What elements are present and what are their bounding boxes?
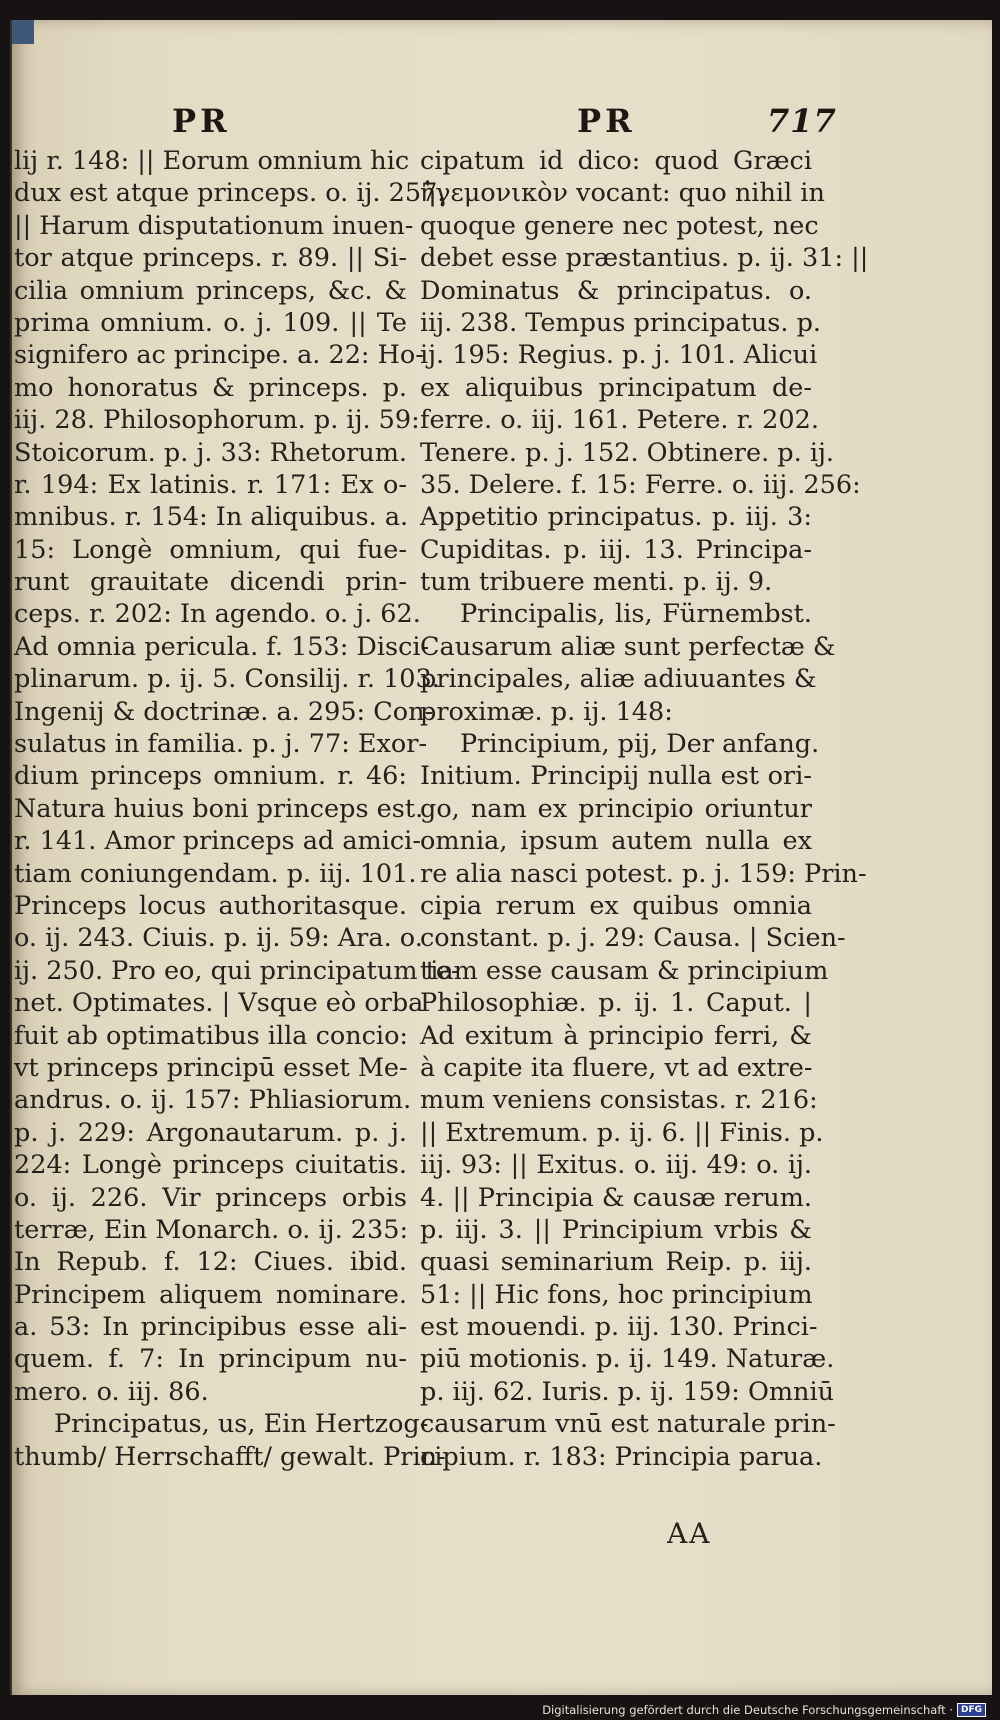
text-line: ex aliquibus principatum de-	[420, 372, 812, 403]
text-line: 224: Longè princeps ciuitatis.	[14, 1150, 407, 1181]
text-line: re alia nasci potest. p. j. 159: Prin-	[420, 858, 867, 889]
text-line: debet esse præstantius. p. ij. 31: ||	[420, 243, 869, 274]
text-line: iij. 238. Tempus principatus. p.	[420, 307, 822, 338]
text-line: iij. 28. Philosophorum. p. ij. 59:	[14, 405, 420, 436]
text-line: iij. 93: || Exitus. o. iij. 49: o. ij.	[420, 1150, 812, 1181]
text-line: sulatus in familia. p. j. 77: Exor-	[14, 729, 428, 760]
running-header-left: PR	[172, 102, 231, 140]
text-line: thumb/ Herrschafft/ gewalt. Prin-	[14, 1441, 446, 1472]
text-line: signifero ac principe. a. 22: Ho-	[14, 340, 424, 371]
text-line: cipatum id dico: quod Græci	[420, 146, 812, 176]
text-line: p. j. 229: Argonautarum. p. j.	[14, 1117, 407, 1148]
text-line: || Harum disputationum inuen-	[14, 210, 414, 241]
text-line: terræ, Ein Monarch. o. ij. 235:	[14, 1214, 409, 1245]
text-line: lij r. 148: || Eorum omnium hic	[14, 146, 410, 176]
text-line: piū motionis. p. ij. 149. Naturæ.	[420, 1344, 835, 1375]
text-line: Philosophiæ. p. ij. 1. Caput. |	[420, 988, 812, 1019]
text-line: mum veniens consistas. r. 216:	[420, 1085, 818, 1116]
text-line: runt grauitate dicendi prin-	[14, 567, 407, 598]
text-line: Cupiditas. p. iij. 13. Principa-	[420, 534, 812, 565]
text-line: principales, aliæ adiuuantes &	[420, 664, 817, 695]
text-line: mnibus. r. 154: In aliquibus. a.	[14, 502, 409, 533]
text-line: || Extremum. p. ij. 6. || Finis. p.	[420, 1117, 824, 1148]
text-line: quasi seminarium Reip. p. iij.	[420, 1247, 812, 1278]
text-line: r. 194: Ex latinis. r. 171: Ex o-	[14, 469, 407, 500]
text-line: ferre. o. iij. 161. Petere. r. 202.	[420, 405, 819, 436]
text-line: plinarum. p. ij. 5. Consilij. r. 103.	[14, 664, 440, 695]
digitization-footer	[542, 1702, 986, 1718]
text-line: Principalis, lis, Fürnembst.	[460, 599, 812, 630]
text-line: Princeps locus authoritasque.	[14, 890, 407, 921]
text-line: dium princeps omnium. r. 46:	[14, 761, 407, 792]
text-line: cipium. r. 183: Principia parua.	[420, 1441, 823, 1472]
text-line: Tenere. p. j. 152. Obtinere. p. ij.	[420, 437, 835, 468]
text-line: 35. Delere. f. 15: Ferre. o. iij. 256:	[420, 469, 861, 500]
right-column	[420, 145, 869, 1473]
text-line: 51: || Hic fons, hoc principium	[420, 1279, 813, 1310]
text-line: prima omnium. o. j. 109. || Te	[14, 307, 407, 338]
text-line: Ad omnia pericula. f. 153: Disci-	[14, 631, 430, 662]
text-line: fuit ab optimatibus illa concio:	[14, 1020, 409, 1051]
text-line: 15: Longè omnium, qui fue-	[14, 534, 407, 565]
text-line: r. 141. Amor princeps ad amici-	[14, 826, 421, 857]
left-column	[14, 145, 460, 1473]
book-page	[10, 20, 992, 1695]
text-line: Natura huius boni princeps est.	[14, 793, 424, 824]
text-line: 4. || Principia & causæ rerum.	[420, 1182, 812, 1213]
running-header-middle: PR	[577, 102, 636, 140]
catchword: AA	[667, 1517, 712, 1550]
text-line: p. iij. 62. Iuris. p. ij. 159: Omniū	[420, 1376, 835, 1407]
text-line: go, nam ex principio oriuntur	[420, 793, 812, 824]
text-line: causarum vnū est naturale prin-	[420, 1409, 836, 1440]
text-line: Stoicorum. p. j. 33: Rhetorum.	[14, 437, 407, 468]
text-line: net. Optimates. | Vsque eò orba	[14, 988, 424, 1019]
text-line: andrus. o. ij. 157: Phliasiorum.	[14, 1085, 412, 1116]
text-line: ij. 195: Regius. p. j. 101. Alicui	[420, 340, 818, 371]
text-line: constant. p. j. 29: Causa. | Scien-	[420, 923, 846, 954]
text-line: mo honoratus & princeps. p.	[14, 372, 407, 403]
text-line: tor atque princeps. r. 89. || Si-	[14, 243, 407, 274]
text-line: Principatus, us, Ein Hertzog-	[54, 1409, 429, 1440]
text-line: dux est atque princeps. o. ij. 257.	[14, 178, 446, 209]
text-line: tiam esse causam & principium	[420, 955, 829, 986]
dfg-logo: DFG	[957, 1703, 986, 1717]
text-line: est mouendi. p. iij. 130. Princi-	[420, 1312, 818, 1343]
text-line: tum tribuere menti. p. ij. 9.	[420, 567, 773, 598]
text-line: tiam coniungendam. p. iij. 101.	[14, 858, 417, 889]
text-line: In Repub. f. 12: Ciues. ibid.	[14, 1247, 407, 1278]
text-line: Principem aliquem nominare.	[14, 1279, 407, 1310]
page-number: 717	[767, 102, 837, 140]
text-line: ceps. r. 202: In agendo. o. j. 62.	[14, 599, 421, 630]
text-line: Ingenij & doctrinæ. a. 295: Con-	[14, 696, 434, 727]
text-line: cilia omnium princeps, &c. &	[14, 275, 407, 306]
text-line: quoque genere nec potest, nec	[420, 210, 819, 241]
text-line: Initium. Principij nulla est ori-	[420, 761, 812, 792]
text-line: quem. f. 7: In principum nu-	[14, 1344, 407, 1375]
text-line: à capite ita fluere, vt ad extre-	[420, 1052, 813, 1083]
text-line: Dominatus & principatus. o.	[420, 275, 812, 306]
footer-text: Digitalisierung gefördert durch die Deutsche Forschungsgemeinschaft ·	[542, 1703, 953, 1717]
text-line: proximæ. p. ij. 148:	[420, 696, 673, 727]
text-line: o. ij. 243. Ciuis. p. ij. 59: Ara. o.	[14, 923, 423, 954]
text-line: ij. 250. Pro eo, qui principatum te-	[14, 955, 460, 986]
page-corner-mark	[12, 20, 34, 44]
text-line: Principium, pij, Der anfang.	[460, 729, 820, 760]
text-line: mero. o. iij. 86.	[14, 1376, 209, 1407]
text-line: a. 53: In principibus esse ali-	[14, 1312, 407, 1343]
text-line: vt princeps principū esset Me-	[14, 1052, 408, 1083]
text-line: Appetitio principatus. p. iij. 3:	[420, 502, 812, 533]
text-line: Ad exitum à principio ferri, &	[420, 1020, 812, 1051]
text-line: omnia, ipsum autem nulla ex	[420, 826, 812, 857]
text-line: Causarum aliæ sunt perfectæ &	[420, 631, 836, 662]
text-line: ἡγεμονικὸν vocant: quo nihil in	[420, 178, 825, 209]
text-line: p. iij. 3. || Principium vrbis &	[420, 1214, 812, 1245]
text-line: cipia rerum ex quibus omnia	[420, 890, 812, 921]
text-line: o. ij. 226. Vir princeps orbis	[14, 1182, 407, 1213]
